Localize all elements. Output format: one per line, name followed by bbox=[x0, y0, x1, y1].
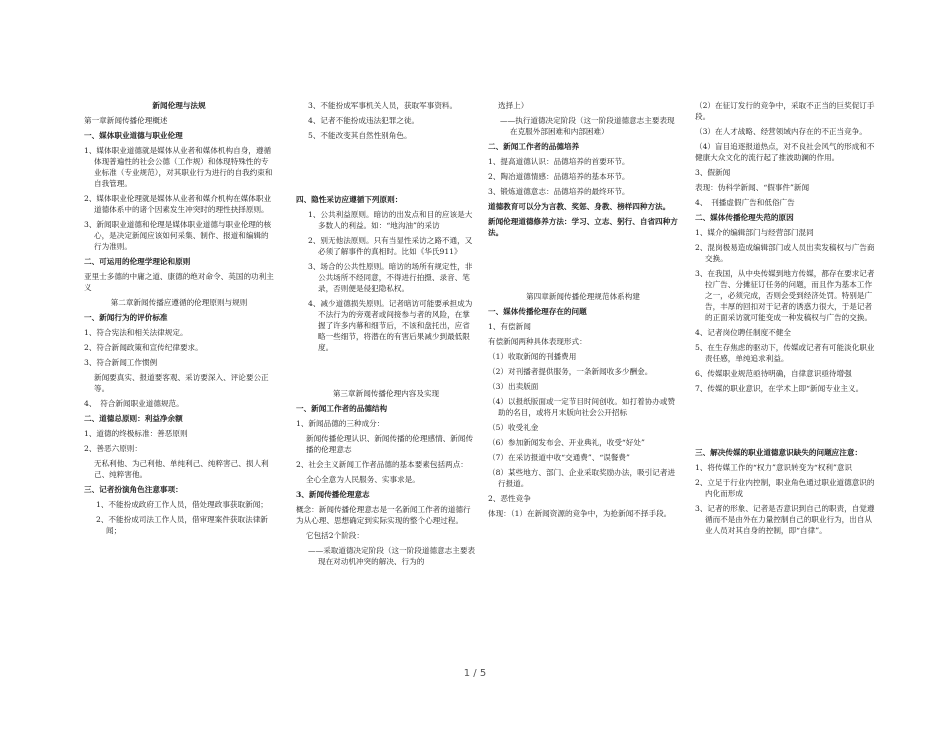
paragraph: 2、立足于行业内控制，职业角色通过职业道德意识的内化而形成 bbox=[695, 478, 875, 499]
paragraph: 3、假新闻 bbox=[695, 168, 731, 177]
paragraph: 3、在我国，从中央传媒到地方传媒，都存在要求记者拉广告、分摊征订任务的问题，而且作为基本工作之一，必须完成，否则会受到经济处罚。特别是广告，丰厚的回扣对于记者的诱惑力很大，于是记者的正面采访就可能变成一种发稿权与广告的交换。 bbox=[695, 269, 875, 322]
paragraph: 1、有偿新闻 bbox=[488, 322, 531, 332]
paragraph bbox=[296, 361, 476, 381]
paragraph: （3）出卖版面 bbox=[488, 382, 539, 392]
section-heading: 三、解决传媒的职业道德意识缺失的问题应注意： bbox=[695, 448, 863, 458]
paragraph: （2）在征订发行的竞争中，采取不正当的巨奖促订手段。 bbox=[695, 101, 875, 121]
section-heading: 第三章新闻传播伦理内容及实现 bbox=[332, 389, 440, 399]
paragraph: 2、恶性竞争 bbox=[488, 494, 531, 504]
column-1 bbox=[84, 100, 274, 540]
paragraph: 无私利他、为己利他、单纯利己、纯粹害己、损人利己、纯粹害他。 bbox=[94, 459, 269, 479]
paragraph: 4、减少道德损失原则。记者暗访可能要承担成为不法行为的旁观者或间接参与者的风险，在掌握了许多内幕和细节后，不该和盘托出，应省略一些细节，将潜在的有害后果减少到最低限度。 bbox=[308, 299, 473, 353]
paragraph: 1、公共利益原则。暗访的出发点和目的应该是大多数人的利益。如：“地沟油”的采访 bbox=[308, 210, 473, 231]
paragraph: （2）对刊播者提供服务，一条新闻收多少酬金。 bbox=[488, 367, 653, 377]
paragraph: 6、传媒职业规范亟待明确，自律意识亟待增强 bbox=[695, 369, 852, 378]
paragraph: 2、符合新闻政策和宣传纪律要求。 bbox=[84, 343, 203, 352]
paragraph: 4、记者不能扮成违法犯罪之徒。 bbox=[308, 116, 420, 125]
paragraph: 3、记者的形象、记者是否意识到自己的职责，自觉遵循而不是由外在力量控制自己的职业行为，出自从业人员对其自身的控制，即“自律”。 bbox=[695, 504, 875, 536]
paragraph: 2、社会主义新闻工作者品德的基本要素包括两点： bbox=[296, 460, 468, 470]
paragraph: 表现：伪科学新闻、“假事件”新闻 bbox=[695, 183, 810, 192]
section-heading: 二、可运用的伦理学理论和原则 bbox=[84, 257, 191, 266]
paragraph: 新闻要真实、报道要客观、采访要深入、评论要公正等。 bbox=[94, 373, 269, 393]
paragraph: ——执行道德决定阶段（这一阶段道德意志主要表现在克服外部困难和内部困难） bbox=[500, 116, 675, 136]
paragraph: 1、新闻品德的三种成分： bbox=[296, 419, 385, 429]
paragraph: 3、不能扮成军事机关人员，获取军事资料。 bbox=[308, 101, 458, 110]
column-4 bbox=[695, 100, 875, 540]
section-heading: 一、新闻行为的评价标准 bbox=[84, 313, 168, 322]
paragraph: 3、符合新闻工作惯例 bbox=[84, 358, 158, 367]
paragraph: 2、善恶六原则： bbox=[84, 444, 142, 453]
paragraph: ——采取道德决定阶段（这一阶段道德意志主要表现在对动机冲突的解决、行为的 bbox=[308, 546, 476, 567]
section-heading: 一、媒体职业道德与职业伦理 bbox=[84, 131, 183, 140]
section-heading: 第二章新闻传播应遵循的伦理原则与规则 bbox=[110, 298, 248, 307]
paragraph: 亚里士多德的中庸之道、康德的绝对命令、英国的功利主义 bbox=[84, 272, 274, 292]
paragraph: 3、场合的公共性原则。暗访的场所有规定性，非公共场所不经同意，不得进行拍摄、录音、笔录，否则便是侵犯隐私权。 bbox=[308, 262, 473, 294]
paragraph: （8）某些地方、部门、企业采取奖励办法，吸引记者进行报道。 bbox=[488, 468, 676, 489]
section-heading: 新闻伦理道德修养方法：学习、立志、躬行、自省四种方法。 bbox=[488, 217, 678, 237]
paragraph bbox=[296, 149, 476, 187]
paragraph: 全心全意为人民服务、实事求是。 bbox=[306, 475, 420, 485]
paragraph: 概念：新闻传播伦理意志是一名新闻工作者的道德行为从心理、思想确定到实际实现的整个心理过程。 bbox=[296, 505, 471, 526]
paragraph: 4、 刊播虚假广告和低俗广告 bbox=[695, 198, 795, 207]
page-number: 1 / 5 bbox=[463, 668, 487, 679]
paragraph: 3、锻炼道德意志：品德培养的最终环节。 bbox=[488, 187, 630, 196]
column-2 bbox=[296, 100, 476, 571]
paragraph: 2、不能扮成司法工作人员，借审理案件获取法律新闻； bbox=[96, 515, 268, 535]
paragraph: （1）收取新闻的刊播费用 bbox=[488, 352, 577, 362]
paragraph: （6）参加新闻发布会、开业典礼，收受“好处” bbox=[488, 438, 645, 448]
paragraph: （5）收受礼金 bbox=[488, 423, 539, 433]
paragraph: 1、不能扮成政府工作人员，借处理政事获取新闻； bbox=[96, 500, 268, 509]
paragraph: 5、在生存焦虑的驱动下，传媒或记者有可能淡化职业责任感，单纯追求利益。 bbox=[695, 343, 875, 363]
paragraph: 选择上） bbox=[498, 101, 529, 110]
paragraph: 第一章新闻传播伦理概述 bbox=[84, 116, 168, 125]
section-heading: 一、新闻工作者的品德结构 bbox=[296, 404, 388, 414]
paragraph: 新闻传播伦理认识、新闻传播的伦理感情、新闻传播的伦理意志 bbox=[306, 434, 474, 455]
paragraph: （7）在采访报道中收“交通费”、“误餐费” bbox=[488, 453, 630, 463]
paragraph: 有偿新闻两种具体表现形式： bbox=[488, 337, 587, 347]
section-heading: 二、道德总原则：利益净余额 bbox=[84, 414, 183, 423]
section-heading: 第四章新闻传播伦理规范体系构建 bbox=[526, 292, 640, 302]
paragraph: 2、别无他法原则。只有当显性采访之路不通，又必须了解事件的真相时。比如《华氏911》 bbox=[308, 236, 473, 257]
section-heading: 一、媒体传播伦理存在的问题 bbox=[488, 307, 587, 317]
section-heading: 新闻伦理与法规 bbox=[152, 101, 206, 110]
paragraph: 1、将传媒工作的“权力”意识转变为“权利”意识 bbox=[695, 463, 853, 473]
paragraph: 7、传媒的职业意识，在学术上即“新闻专业主义。 bbox=[695, 384, 864, 393]
paragraph bbox=[488, 246, 678, 284]
paragraph: 1、符合宪法和相关法律规定。 bbox=[84, 328, 188, 337]
section-heading: 二、媒体传播伦理失范的原因 bbox=[695, 213, 794, 222]
paragraph: 2、陶冶道德情感：品德培养的基本环节。 bbox=[488, 172, 630, 181]
section-heading: 3、新闻传播伦理意志 bbox=[296, 490, 370, 500]
paragraph: 5、不能改变其自然性别角色。 bbox=[308, 131, 412, 140]
section-heading: 道德教育可以分为言教、奖惩、身教、榜样四种方法。 bbox=[488, 202, 671, 211]
section-heading: 三、记者扮演角色注意事项： bbox=[84, 485, 183, 494]
paragraph: 2、混岗极易造成编辑部门或人员出卖发稿权与广告商交换。 bbox=[695, 243, 875, 263]
paragraph: 3、新闻职业道德和伦理是媒体职业道德与职业伦理的核心，是决定新闻应该如何采集、制作、报道和编辑的行为准则。 bbox=[84, 220, 272, 251]
paragraph: 4、记者岗位聘任制度不健全 bbox=[695, 328, 791, 337]
section-heading: 二、新闻工作者的品德培养 bbox=[488, 142, 580, 151]
paragraph: （4）盲目追逐报道热点，对不良社会风气的形成和不健康大众文化的流行起了推波助澜的作用。 bbox=[695, 142, 875, 162]
paragraph: 1、媒介的编辑部门与经营部门混同 bbox=[695, 228, 814, 237]
paragraph: 体现：（1）在新闻资源的竞争中，为抢新闻不择手段。 bbox=[488, 509, 672, 519]
paragraph: 1、媒体职业道德就是媒体从业者和媒体机构自身，遵循体现普遍性的社会公德（工作规）和体现特殊性的专业标准（专业规范），对其职业行为进行的自我约束和自我管理。 bbox=[84, 146, 273, 188]
section-heading: 四、隐性采访应遵循下列原则： bbox=[296, 195, 403, 205]
paragraph: 1、道德的终极标准：善恶原则 bbox=[84, 429, 188, 438]
paragraph: （4）以报纸版面或一定节目时间创收。如打着协办或赞助的名目，或将月末版向社会公开招标 bbox=[488, 397, 676, 418]
paragraph: 它包括2个阶段： bbox=[306, 531, 364, 541]
paragraph: 4、 符合新闻职业道德规范。 bbox=[84, 399, 184, 408]
paragraph: 1、提高道德认识：品德培养的首要环节。 bbox=[488, 157, 630, 166]
paragraph: 2、媒体职业伦理就是媒体从业者和媒介机构在媒体职业道德体系中的诸个因素发生冲突时的理性抉择原则。 bbox=[84, 194, 272, 214]
paragraph: （3）在人才战略、经营领域内存在的不正当竞争。 bbox=[695, 127, 867, 136]
paragraph bbox=[695, 402, 875, 440]
column-3 bbox=[488, 100, 678, 523]
